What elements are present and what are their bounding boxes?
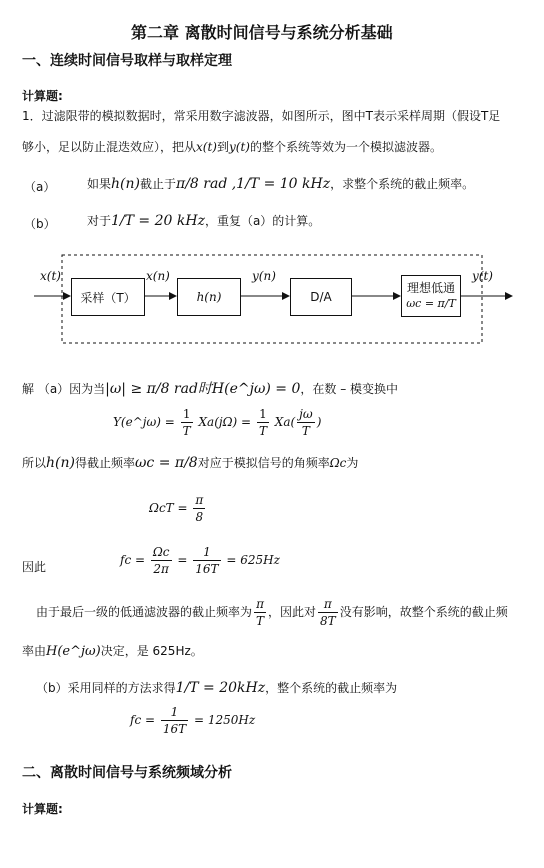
problem-text: 到 [216,140,229,154]
problem-text: 的整个系统等效为一个模拟滤波器。 [249,140,442,154]
eq1-mid: Xa(jΩ) = [198,415,252,429]
equation-4 [130,704,255,737]
paragraph-line-1 [36,596,508,629]
solution-line-a [22,378,398,398]
math-wc: ωc = π/8 [135,455,198,471]
sampler-block [71,278,145,316]
fraction-1-over-16T: $\frac{1}{16T}$ [162,705,187,736]
math-omega-c: Ωc [329,456,347,470]
signal-yt: y(t) [472,269,493,283]
fraction-1-over-16T: $\frac{1}{16T}$ [195,545,219,576]
cutoff-line [22,454,358,471]
block-diagram [34,247,514,347]
close-paren: ) [316,415,322,429]
part-b-text-2: ，重复（a）的计算。 [204,214,321,228]
fraction-1-over-T: $\frac{1}{T}$ [258,407,267,438]
fraction-pi-over-T: $\frac{\pi}{T}$ [256,597,265,628]
math-H: H(e^jω) [46,644,101,659]
problem-line-2 [22,138,442,155]
fraction-1-over-T: $\frac{1}{T}$ [182,407,191,438]
fraction-pi-over-8T: $\frac{\pi}{8T}$ [320,597,336,628]
part-a-text-1: 如果 [87,177,112,191]
paragraph-text: 决定，是 625Hz。 [100,644,203,658]
lowpass-block [401,275,461,317]
math-hn: h(n) [46,455,75,471]
part-a-text-3: ，求整个系统的截止频率。 [330,177,475,191]
part-b-label: （b） [24,217,56,231]
page-title: 第二章 离散时间信号与系统分析基础 [131,23,393,42]
equation-2 [149,492,207,525]
filter-block [177,278,241,316]
math-cutoff: π/8 rad ,1/T = 10 kHz [176,176,331,192]
equation-3 [120,544,280,577]
section-heading-2: 二、离散时间信号与系统频域分析 [22,765,232,781]
cutoff-text: 得截止频率 [74,456,135,470]
paragraph-text: 率由 [22,644,47,658]
eq3-fc: fc = [120,553,146,567]
section-label-1: 计算题: [22,89,63,103]
math-yt: y(t) [228,140,250,154]
therefore-label: 因此 [22,560,47,574]
signal-xt: x(t) [40,269,61,283]
solution-text: 解 （a）因为当 [22,382,106,396]
eq4-fc: fc = [130,713,156,727]
equation-1 [113,406,321,439]
lowpass-cutoff: ωc = π/T [406,297,456,310]
part-a-text-2: 截止于 [139,177,176,191]
math-condition: |ω| ≥ π/8 rad时H(e^jω) = 0 [105,381,301,397]
eq1-rhs: Xa( [274,415,296,429]
problem-text: 够小，足以防止混迭效应），把从 [22,140,197,154]
part-a-text [87,175,474,192]
sampler-label: 采样（T） [80,290,136,305]
part-a-label: （a） [24,180,56,194]
lowpass-label: 理想低通 [406,281,455,295]
solution-text: （b）采用同样的方法求得 [36,681,176,695]
paragraph-text: ，因此对 [268,605,317,619]
solution-text: ，整个系统的截止频率为 [265,681,398,695]
section-label-2: 计算题: [22,802,63,816]
part-b-text-1: 对于 [87,214,112,228]
solution-line-b [36,679,397,696]
paragraph-text: 没有影响，故整个系统的截止频 [339,605,508,619]
fraction-pi-over-8: $\frac{\pi}{8}$ [195,493,204,524]
math-rate: 1/T = 20kHz [175,680,266,696]
signal-yn: y(n) [252,269,276,283]
math-hn: h(n) [111,176,140,192]
part-b-text [87,212,320,229]
cutoff-text: 所以 [22,456,47,470]
da-label: D/A [310,290,332,304]
fraction-jw-over-T: $\frac{j\omega}{T}$ [299,407,313,438]
filter-label: h(n) [196,290,222,304]
eq4-result: = 1250Hz [193,713,256,727]
eq1-lhs: Y(e^jω) = [113,415,175,429]
cutoff-text: 对应于模拟信号的角频率 [197,456,330,470]
fraction-omega-over-2pi: $\frac{\Omega c}{2\pi}$ [152,545,170,576]
da-block [290,278,352,316]
paragraph-text: 由于最后一级的低通滤波器的截止频率为 [36,605,253,619]
problem-line-1: 1．过滤限带的模拟数据时，常采用数字滤波器，如图所示，图中T表示采样周期（假设T足 [22,109,501,123]
paragraph-line-2 [22,642,203,659]
math-rate: 1/T = 20 kHz [111,213,205,229]
solution-text: ，在数 – 模变换中 [300,382,399,396]
section-heading-1: 一、连续时间信号取样与取样定理 [22,53,232,69]
math-xt: x(t) [196,140,217,154]
eq2-lhs: ΩcT = [149,501,188,515]
signal-xn: x(n) [146,269,170,283]
cutoff-text: 为 [346,456,359,470]
eq3-result: = 625Hz [226,553,280,567]
eq3-equals: = [177,553,188,567]
